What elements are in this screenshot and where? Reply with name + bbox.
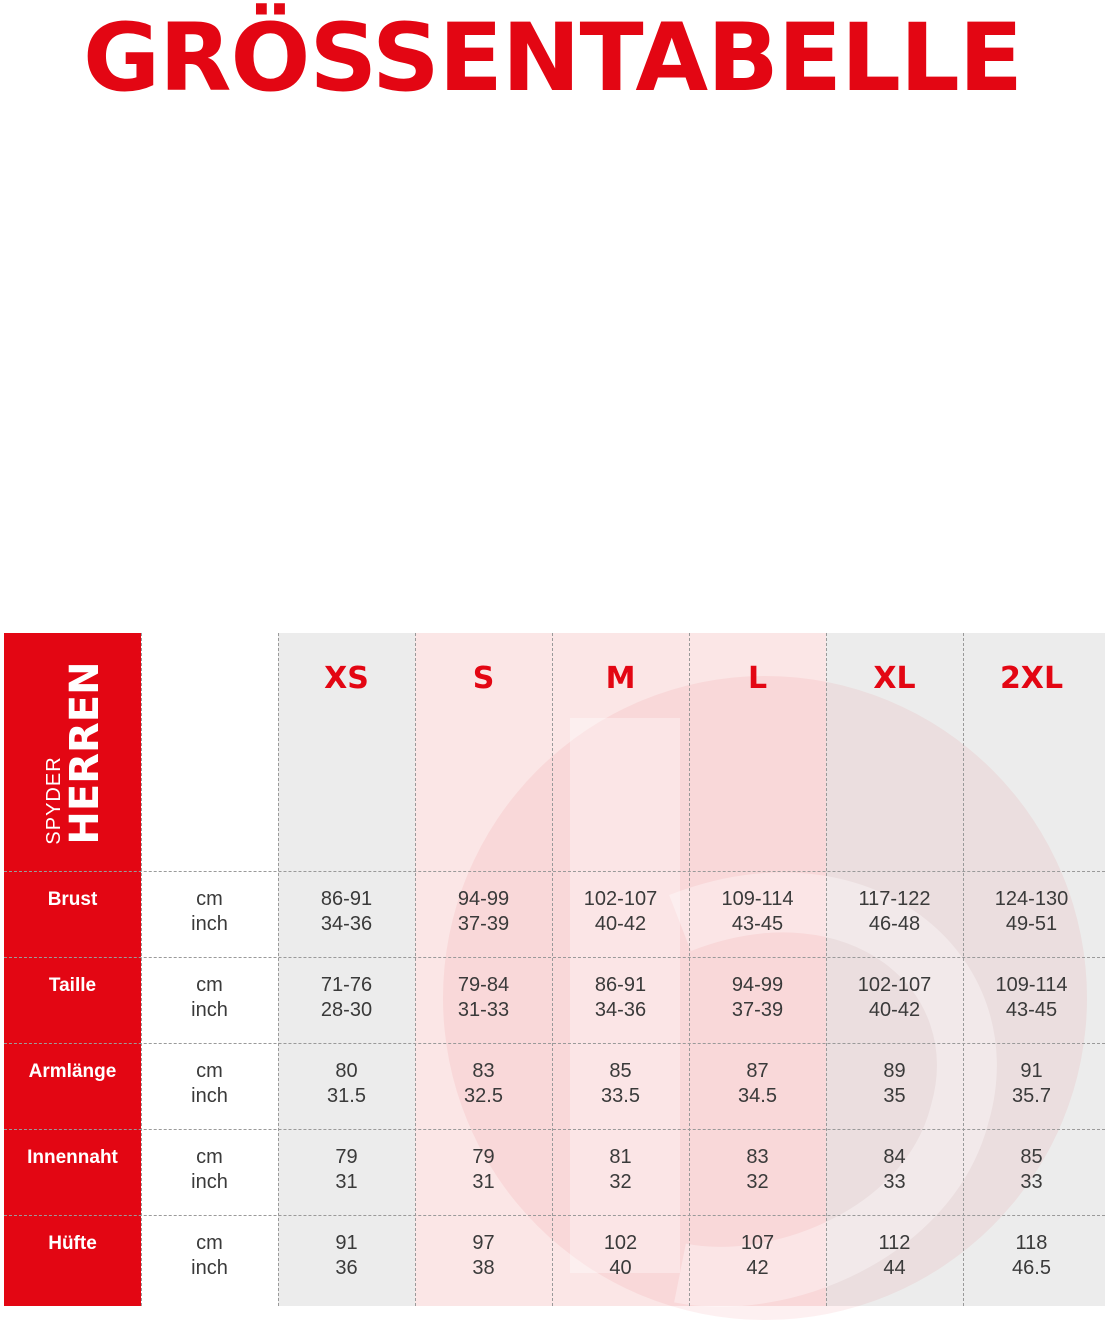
row-label-innennaht: Innennaht [4, 1129, 141, 1215]
value-cell: 109-114 43-45 [721, 888, 794, 935]
value-cell: 97 38 [472, 1232, 495, 1279]
grid-divider [278, 633, 279, 1306]
value-cell: 86-91 34-36 [320, 888, 373, 935]
grid-divider [826, 633, 827, 1306]
row-label-huefte: Hüfte [4, 1215, 141, 1306]
value-cell: 79-84 31-33 [457, 974, 510, 1021]
size-header-xs: XS [324, 661, 369, 696]
grid-divider [689, 633, 690, 1306]
page-title: GRÖSSENTABELLE [83, 4, 1022, 113]
value-cell: 94-99 37-39 [731, 974, 784, 1021]
size-chart [0, 633, 1105, 1306]
value-cell: 81 32 [609, 1146, 632, 1193]
value-cell: 117-122 46-48 [858, 888, 931, 935]
unit-cell: cm inch [191, 888, 228, 935]
value-cell: 109-114 43-45 [995, 974, 1068, 1021]
value-cell: 102 40 [603, 1232, 638, 1279]
brand-herren: HERREN [62, 661, 108, 845]
size-header-2xl: 2XL [999, 661, 1064, 696]
value-cell: 112 44 [878, 1232, 911, 1279]
value-cell: 102-107 40-42 [857, 974, 932, 1021]
grid-divider [4, 871, 1105, 872]
size-header-l: L [747, 661, 768, 696]
grid-divider [415, 633, 416, 1306]
grid-divider [4, 957, 1105, 958]
size-header-xl: XL [873, 661, 916, 696]
row-label-taille: Taille [4, 957, 141, 1043]
value-cell: 79 31 [472, 1146, 495, 1193]
value-cell: 79 31 [335, 1146, 358, 1193]
value-cell: 124-130 49-51 [994, 888, 1069, 935]
value-cell: 118 46.5 [1012, 1232, 1051, 1279]
value-cell: 83 32.5 [464, 1060, 503, 1107]
value-cell: 80 31.5 [327, 1060, 366, 1107]
row-label-brust: Brust [4, 871, 141, 957]
grid-divider [4, 1043, 1105, 1044]
unit-cell: cm inch [191, 1232, 228, 1279]
size-header-s: S [472, 661, 495, 696]
value-cell: 94-99 37-39 [457, 888, 510, 935]
value-cell: 87 34.5 [738, 1060, 777, 1107]
row-label-armlaenge: Armlänge [4, 1043, 141, 1129]
value-cell: 107 42 [740, 1232, 775, 1279]
value-cell: 102-107 40-42 [583, 888, 658, 935]
grid-divider [552, 633, 553, 1306]
value-cell: 85 33.5 [601, 1060, 640, 1107]
value-cell: 85 33 [1020, 1146, 1043, 1193]
unit-cell: cm inch [191, 1060, 228, 1107]
grid-divider [4, 1215, 1105, 1216]
brand-block [4, 633, 141, 871]
grid-divider [963, 633, 964, 1306]
grid-divider [4, 1129, 1105, 1130]
grid-divider [141, 633, 142, 1306]
unit-cell: cm inch [191, 1146, 228, 1193]
size-header-m: M [605, 661, 636, 696]
value-cell: 71-76 28-30 [320, 974, 373, 1021]
unit-cell: cm inch [191, 974, 228, 1021]
value-cell: 83 32 [746, 1146, 769, 1193]
value-cell: 84 33 [883, 1146, 906, 1193]
brand-spyder: SPYDER [43, 756, 65, 845]
value-cell: 86-91 34-36 [594, 974, 647, 1021]
value-cell: 89 35 [883, 1060, 906, 1107]
value-cell: 91 35.7 [1012, 1060, 1051, 1107]
value-cell: 91 36 [335, 1232, 358, 1279]
